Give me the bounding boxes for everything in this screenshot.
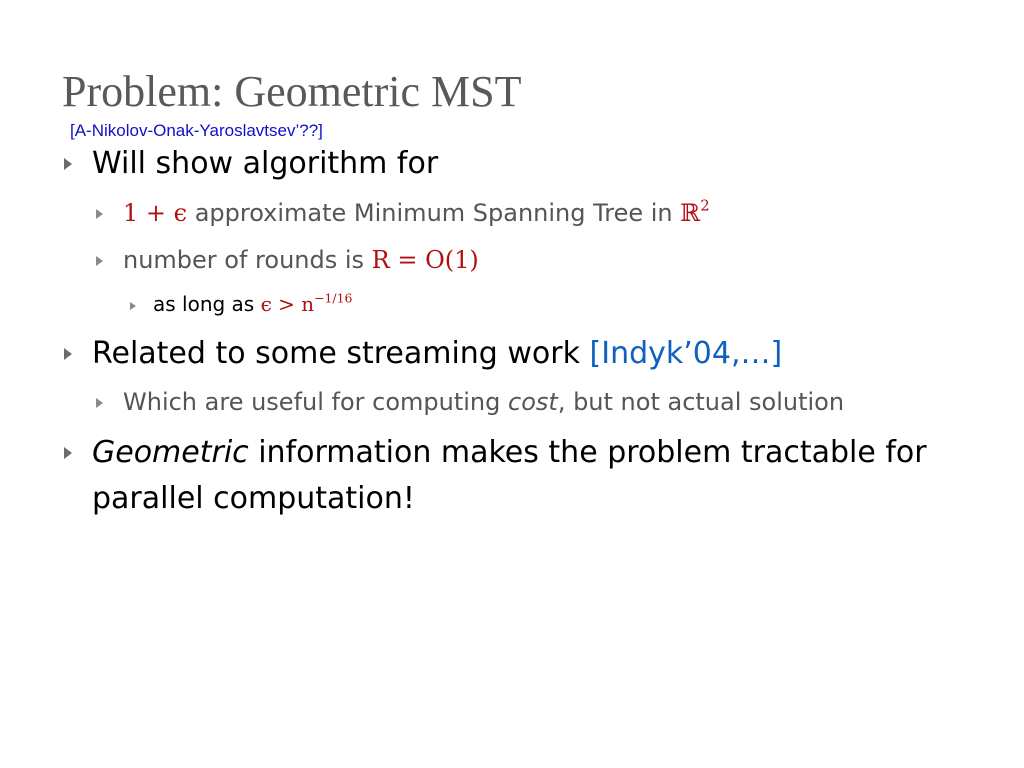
bullet-text: approximate Minimum Spanning Tree in: [187, 199, 681, 227]
real-plane-math: ℝ$^2$: [680, 196, 710, 227]
bullet-geometric-continued: [92, 481, 415, 516]
geometric-emphasis: Geometric: [92, 435, 249, 470]
bullet-mst-approx: [123, 196, 710, 227]
bullet-text: Will show algorithm for: [92, 146, 439, 181]
title-citation: [A-Nikolov-Onak-Yaroslavtsev’??]: [70, 121, 323, 140]
approx-factor-math: 1 + ϵ: [123, 199, 188, 227]
sub-bullet-arrow-icon: [96, 256, 103, 266]
bullet-geometric: [92, 435, 927, 470]
bullet-text: , but not actual solution: [557, 388, 845, 416]
epsilon-bound-math: $\epsilon > n^{-1/16}$: [260, 290, 353, 316]
bullet-text: parallel computation!: [92, 481, 415, 516]
cost-emphasis: cost: [508, 388, 558, 416]
bullet-arrow-icon: [64, 158, 72, 170]
bullet-arrow-icon: [64, 348, 72, 360]
bullet-arrow-icon: [64, 447, 72, 459]
bullet-text: number of rounds is: [123, 246, 372, 274]
bullet-streaming: [92, 336, 782, 371]
indyk-citation: [Indyk’04,…]: [589, 336, 783, 371]
sub-sub-bullet-arrow-icon: [130, 302, 136, 310]
bullet-epsilon-condition: [153, 292, 352, 316]
bullet-cost: [123, 388, 844, 416]
bullet-rounds: [123, 246, 479, 274]
sub-bullet-arrow-icon: [96, 209, 103, 219]
slide-title: Problem: Geometric MST: [62, 67, 522, 116]
bullet-text: Related to some streaming work: [92, 336, 590, 371]
bullet-text: information makes the problem tractable for: [248, 435, 927, 470]
rounds-math: R = O(1): [371, 246, 479, 274]
bullet-text: as long as: [153, 292, 261, 316]
bullet-text: Which are useful for computing: [123, 388, 509, 416]
sub-bullet-arrow-icon: [96, 398, 103, 408]
bullet-algorithm: [92, 146, 438, 181]
